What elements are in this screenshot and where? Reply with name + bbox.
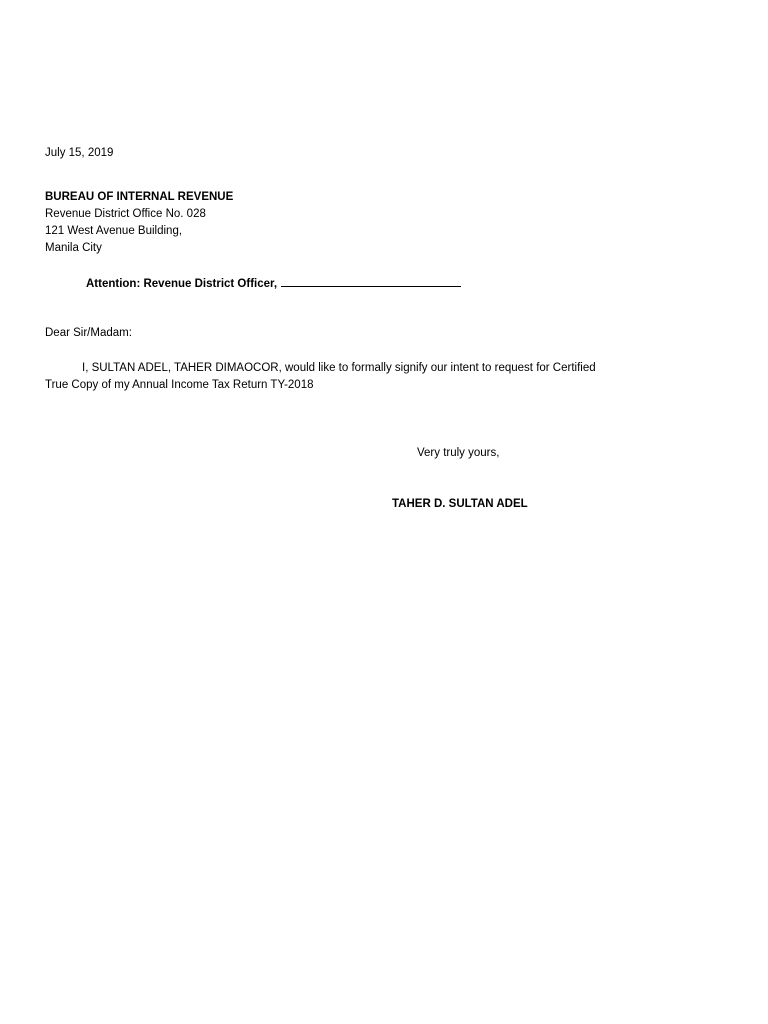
signatory-name: TAHER D. SULTAN ADEL: [392, 498, 528, 510]
recipient-org: BUREAU OF INTERNAL REVENUE: [45, 191, 234, 203]
body-line-2: True Copy of my Annual Income Tax Return TY-2018: [45, 379, 314, 391]
salutation: Dear Sir/Madam:: [45, 327, 132, 339]
attention-blank-line: [281, 274, 461, 287]
attention-label: Attention: Revenue District Officer,: [86, 278, 278, 290]
recipient-address: 121 West Avenue Building,: [45, 225, 183, 237]
body-line-1: I, SULTAN ADEL, TAHER DIMAOCOR, would like to formally signify our intent to request for Certified: [82, 362, 596, 374]
closing: Very truly yours,: [417, 447, 500, 459]
recipient-city: Manila City: [45, 242, 102, 254]
attention-line: [86, 274, 461, 293]
recipient-office: Revenue District Office No. 028: [45, 208, 206, 220]
letter-date: July 15, 2019: [45, 147, 114, 159]
